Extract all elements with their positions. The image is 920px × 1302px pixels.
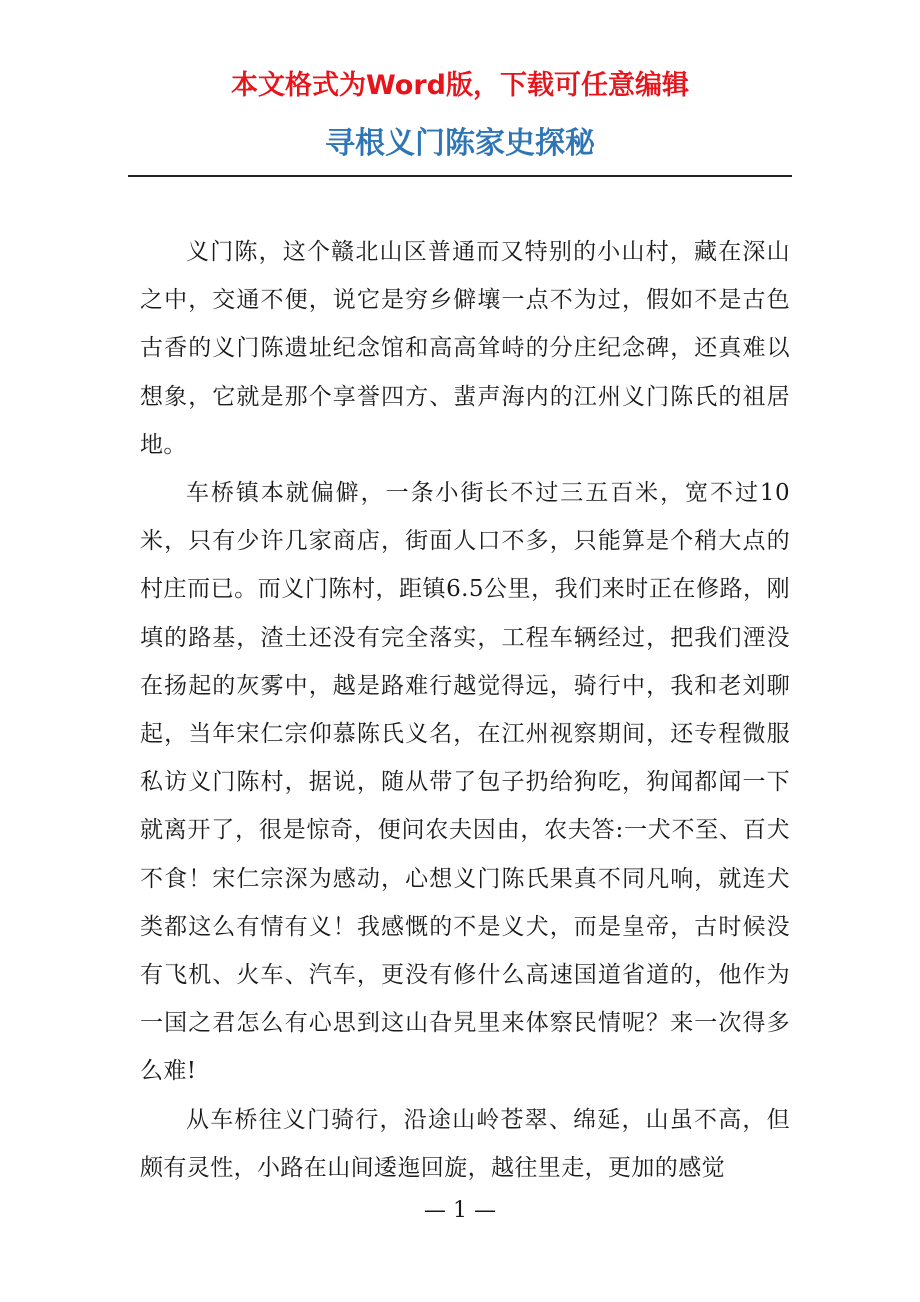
document-body xyxy=(140,228,790,1192)
title-divider xyxy=(128,175,792,177)
paragraph-1: 义门陈，这个赣北山区普通而又特别的小山村，藏在深山之中，交通不便，说它是穷乡僻壤一点不为过，假如不是古色古香的义门陈遗址纪念馆和高高耸峙的分庄纪念碑，还真难以想象，它就是那个享誉四方、蜚声海内的江州义门陈氏的祖居地。 xyxy=(140,239,790,458)
paragraph-2: 车桥镇本就偏僻，一条小街长不过三五百米，宽不过10米，只有少许几家商店，街面人口不多，只能算是个稍大点的村庄而已。而义门陈村，距镇6.5公里，我们来时正在修路，刚填的路基，渣土还没有完全落实，工程车辆经过，把我们湮没在扬起的灰雾中，越是路难行越觉得远，骑行中，我和老刘聊起，当年宋仁宗仰慕陈氏义名，在江州视察期间，还专程微服私访义门陈村，据说，随从带了包子扔给狗吃，狗闻都闻一下就离开了，很是惊奇，便问农夫因由，农夫答:一犬不至、百犬不食！宋仁宗深为感动，心想义门陈氏果真不同凡响，就连犬类都这么有情有义！我感慨的不是义犬，而是皇帝，古时候没有飞机、火车、汽车，更没有修什么高速国道省道的，他作为一国之君怎么有心思到这山旮旯里来体察民情呢？来一次得多么难! xyxy=(140,480,790,1085)
format-notice-banner: 本文格式为Word版，下载可任意编辑 xyxy=(230,70,689,101)
paragraph-3: 从车桥往义门骑行，沿途山岭苍翠、绵延，山虽不高，但颇有灵性，小路在山间逶迤回旋，越往里走，更加的感觉 xyxy=(140,1106,790,1181)
page-number: — 1 — xyxy=(424,1198,496,1223)
document-title: 寻根义门陈家史探秘 xyxy=(325,126,595,161)
